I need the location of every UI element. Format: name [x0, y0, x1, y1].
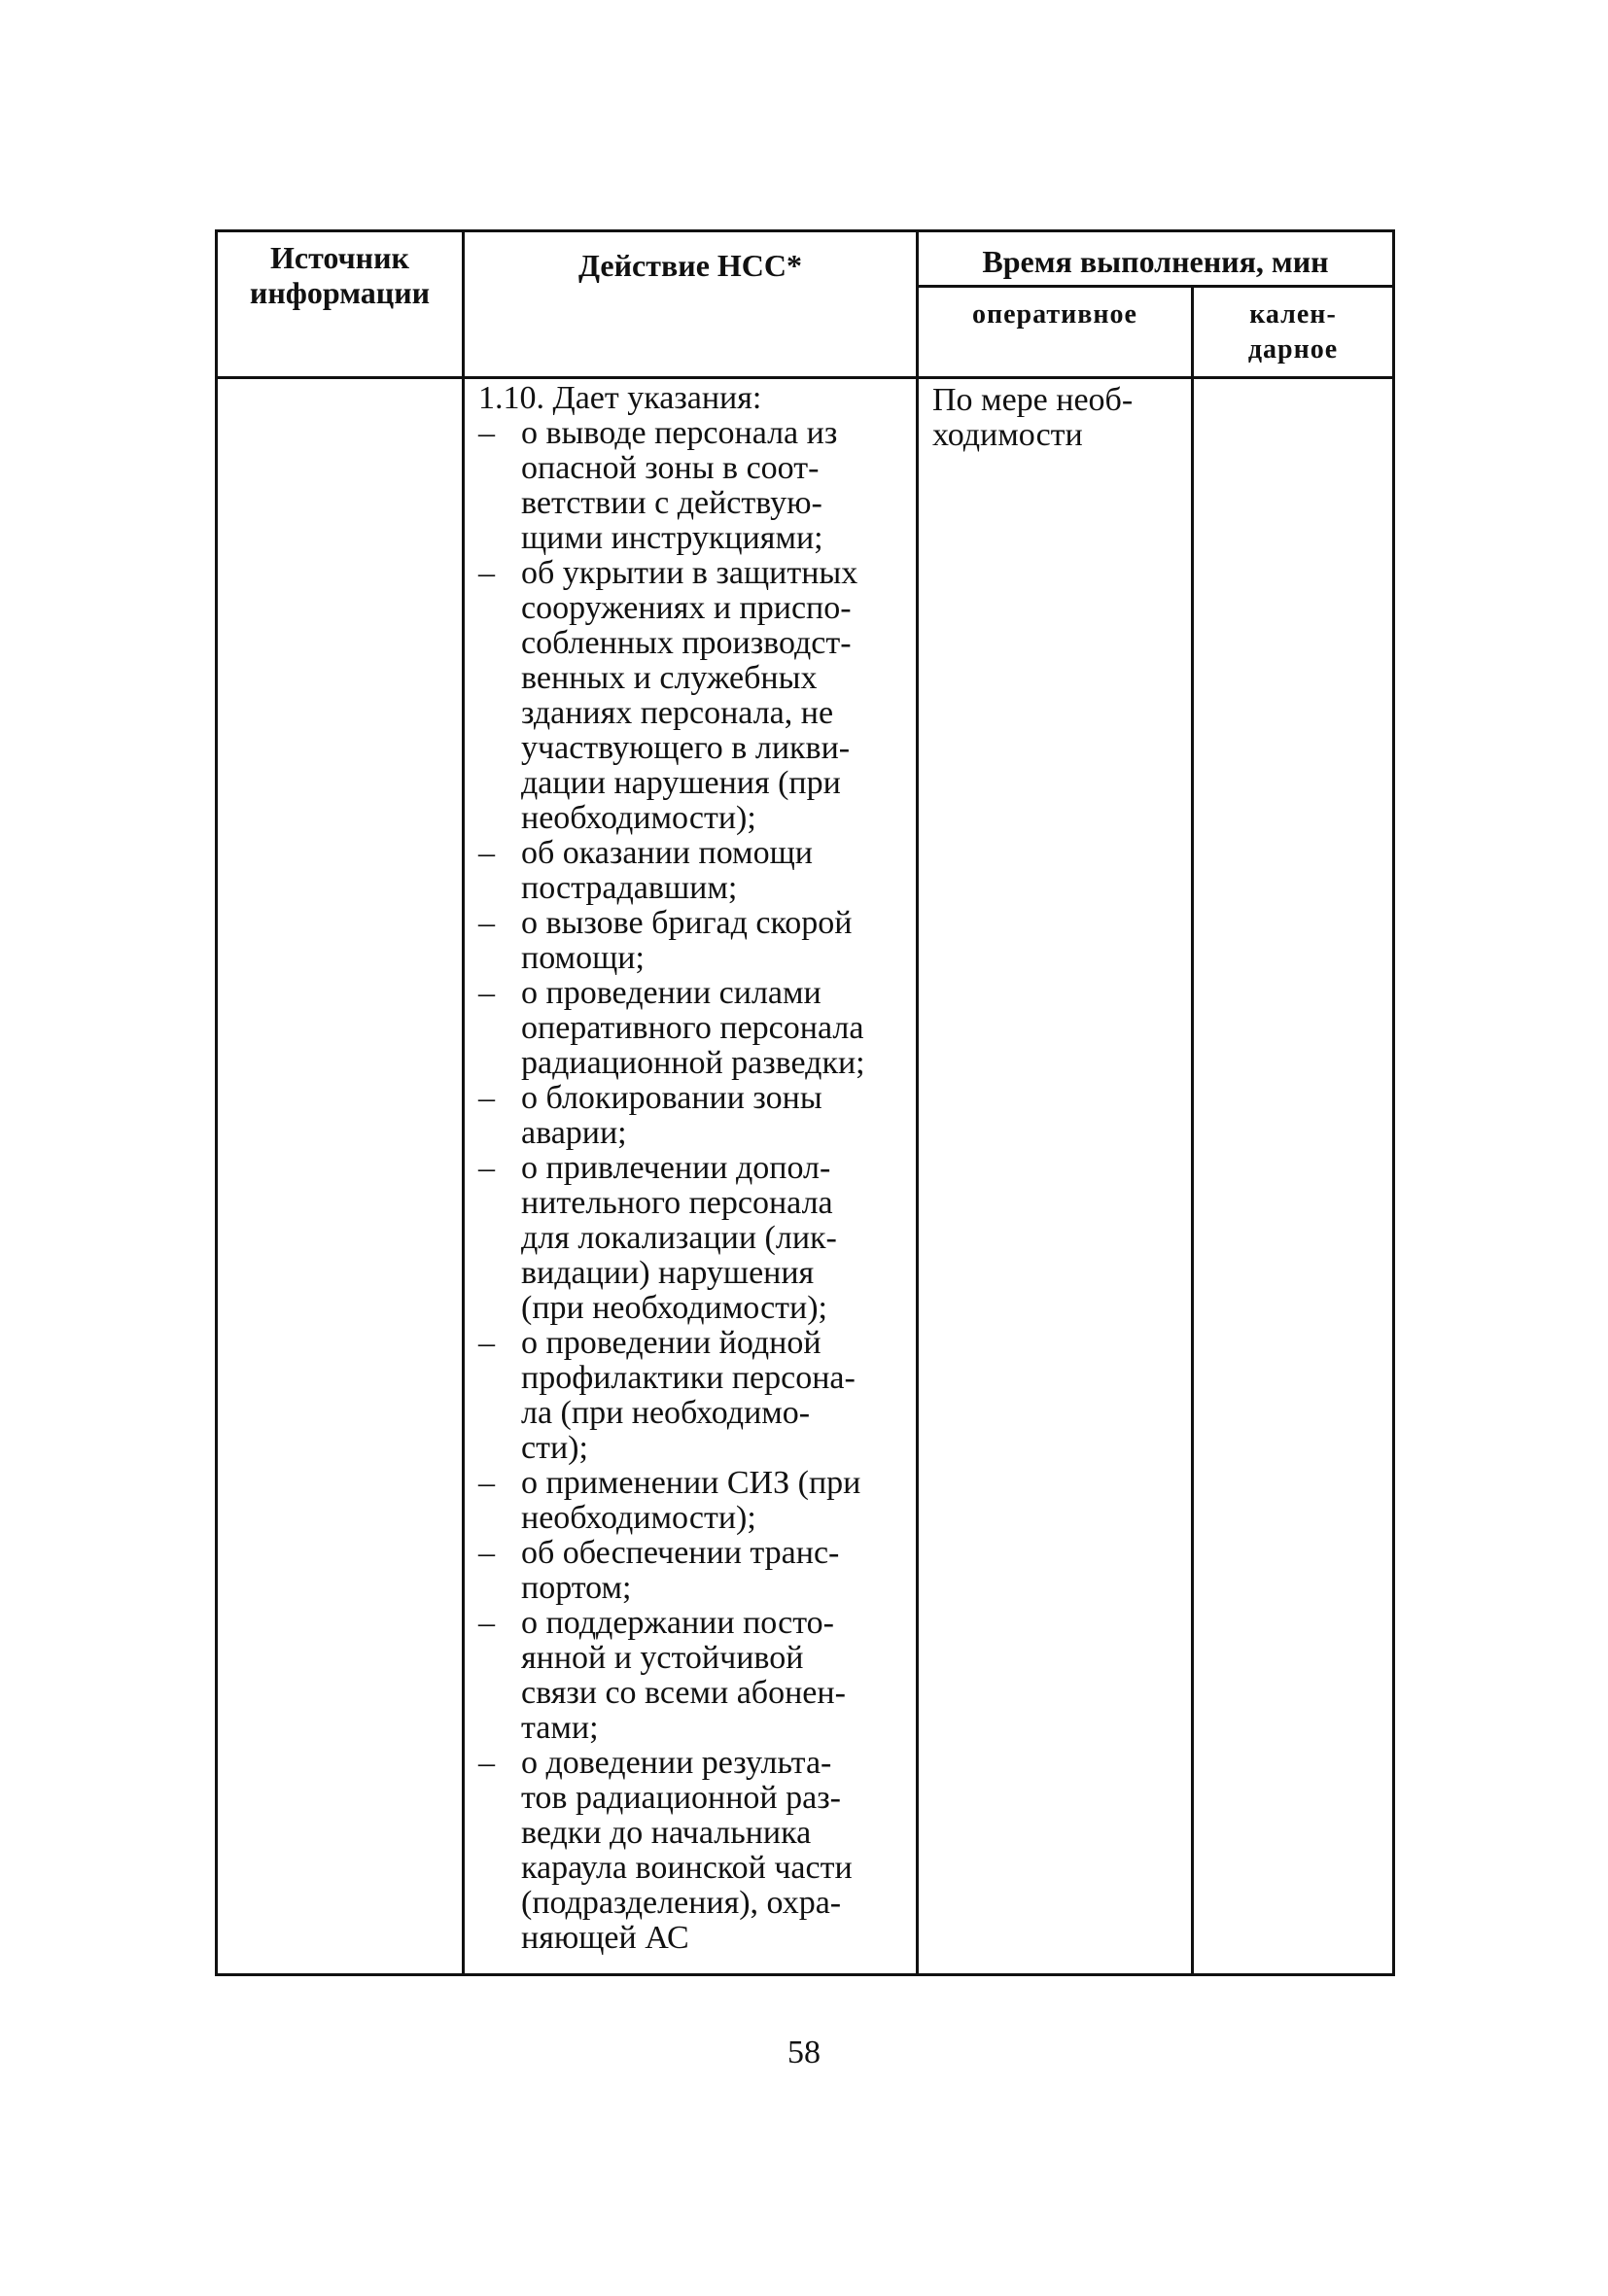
action-item-line: об укрытии в защитных — [521, 555, 858, 591]
page-number: 58 — [787, 2035, 821, 2070]
action-item-line: оперативного персонала — [521, 1010, 864, 1046]
action-item-line: об обеспечении транс- — [521, 1535, 840, 1571]
row-operative-cell — [918, 378, 1193, 1975]
header-calendar-line-2: дарное — [1247, 334, 1339, 365]
header-time — [918, 231, 1394, 287]
action-item-text — [521, 1466, 910, 1536]
action-item-text — [521, 836, 910, 906]
header-operative — [918, 287, 1193, 378]
header-source-line-2: информации — [249, 275, 431, 310]
list-dash: – — [478, 555, 495, 591]
action-item-line: видации) нарушения — [521, 1255, 815, 1291]
action-item-line: ветствии с действую- — [521, 485, 822, 521]
action-item-text — [521, 416, 910, 556]
action-item-line: опасной зоны в соот- — [521, 450, 820, 486]
action-item — [478, 1746, 910, 1956]
action-item-line: дации нарушения (при — [521, 765, 841, 801]
header-operative-label: оперативное — [972, 299, 1137, 330]
action-item — [478, 1081, 910, 1151]
action-item-line: аварии; — [521, 1115, 627, 1151]
action-item-line: караула воинской части — [521, 1850, 853, 1886]
header-time-label: Время выполнения, мин — [982, 244, 1329, 279]
header-source-line-1: Источник — [270, 240, 409, 275]
header-calendar-line-1: кален- — [1249, 299, 1337, 330]
action-item-line: о выводе персонала из — [521, 415, 838, 451]
list-dash: – — [478, 415, 495, 451]
row-action-cell — [464, 378, 918, 1975]
action-item-text — [521, 1746, 910, 1956]
list-dash: – — [478, 1605, 495, 1641]
action-item-line: зданиях персонала, не — [521, 695, 834, 731]
action-item-text — [521, 556, 910, 836]
action-item-line: пострадавшим; — [521, 870, 738, 906]
action-item-line: о вызове бригад скорой — [521, 905, 853, 941]
header-calendar — [1193, 287, 1394, 378]
action-item-line: (подразделения), охра- — [521, 1885, 842, 1921]
action-item-text — [521, 976, 910, 1081]
action-intro: 1.10. Дает указания: — [478, 380, 762, 416]
action-item-line: о блокировании зоны — [521, 1080, 822, 1116]
list-dash: – — [478, 975, 495, 1011]
action-list — [478, 416, 910, 1956]
action-item-line: (при необходимости); — [521, 1290, 827, 1326]
row-source-cell — [217, 378, 464, 1975]
action-item-line: профилактики персона- — [521, 1360, 856, 1396]
action-item — [478, 1326, 910, 1466]
action-item — [478, 1606, 910, 1746]
action-item-line: ла (при необходимо- — [521, 1395, 811, 1431]
action-item — [478, 416, 910, 556]
list-dash: – — [478, 1080, 495, 1116]
list-dash: – — [478, 1150, 495, 1186]
action-item-text — [521, 1606, 910, 1746]
list-dash: – — [478, 1745, 495, 1781]
action-item-line: сооружениях и приспо- — [521, 590, 852, 626]
action-item — [478, 1151, 910, 1326]
action-item-text — [521, 1081, 910, 1151]
action-item-line: нительного персонала — [521, 1185, 833, 1221]
list-dash: – — [478, 1535, 495, 1571]
action-item-line: собленных производст- — [521, 625, 852, 661]
action-item — [478, 1536, 910, 1606]
action-item-text — [521, 906, 910, 976]
action-item-line: сти); — [521, 1430, 588, 1466]
action-item — [478, 1466, 910, 1536]
action-item-text — [521, 1326, 910, 1466]
action-item-line: о поддержании посто- — [521, 1605, 834, 1641]
header-action-label: Действие НСС* — [578, 248, 802, 283]
action-item-line: о проведении йодной — [521, 1325, 821, 1361]
action-item-line: связи со всеми абонен- — [521, 1675, 846, 1711]
row-calendar-cell — [1193, 378, 1394, 1975]
action-item-line: янной и устойчивой — [521, 1640, 804, 1676]
header-source — [217, 231, 464, 378]
action-item-line: помощи; — [521, 940, 645, 976]
action-item — [478, 836, 910, 906]
operative-line-2: ходимости — [932, 417, 1083, 453]
action-item — [478, 556, 910, 836]
action-item-line: няющей АС — [521, 1920, 689, 1956]
action-item-line: о доведении результа- — [521, 1745, 832, 1781]
action-item-line: об оказании помощи — [521, 835, 813, 871]
list-dash: – — [478, 1465, 495, 1501]
list-dash: – — [478, 835, 495, 871]
action-item-line: о проведении силами — [521, 975, 821, 1011]
action-item-line: портом; — [521, 1570, 632, 1606]
action-item-line: для локализации (лик- — [521, 1220, 837, 1256]
document-table — [215, 229, 1395, 1976]
action-item-line: необходимости); — [521, 800, 756, 836]
action-item-line: тами; — [521, 1710, 599, 1746]
action-item-line: ведки до начальника — [521, 1815, 812, 1851]
action-item — [478, 906, 910, 976]
list-dash: – — [478, 905, 495, 941]
action-item-line: о применении СИЗ (при — [521, 1465, 861, 1501]
action-item-line: о привлечении допол- — [521, 1150, 831, 1186]
action-item-line: венных и служебных — [521, 660, 818, 696]
action-item-line: щими инструкциями; — [521, 520, 823, 556]
header-action — [464, 231, 918, 378]
action-item-text — [521, 1536, 910, 1606]
operative-line-1: По мере необ- — [932, 382, 1134, 418]
action-item-line: участвующего в ликви- — [521, 730, 851, 766]
action-item — [478, 976, 910, 1081]
action-item-line: тов радиационной раз- — [521, 1780, 841, 1816]
list-dash: – — [478, 1325, 495, 1361]
action-item-line: радиационной разведки; — [521, 1045, 865, 1081]
action-item-line: необходимости); — [521, 1500, 756, 1536]
action-item-text — [521, 1151, 910, 1326]
